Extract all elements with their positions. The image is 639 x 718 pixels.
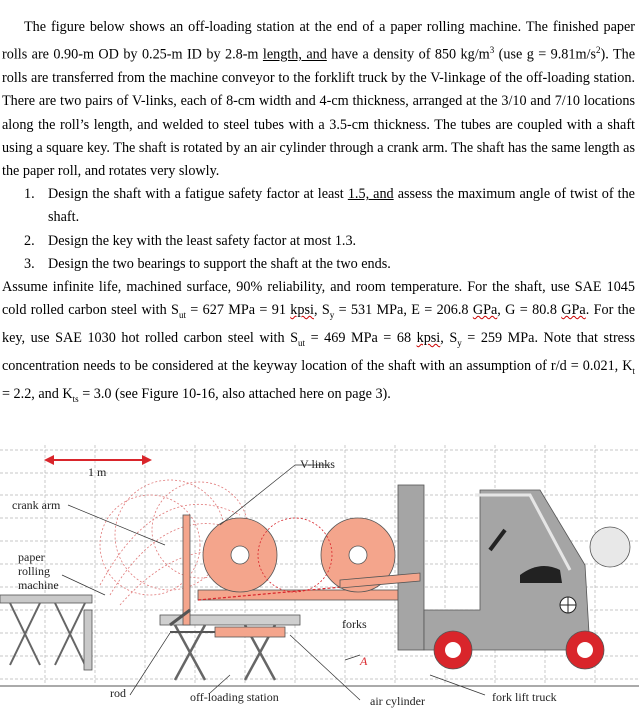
label-offloading-station: off-loading station [190, 690, 279, 704]
label-v-links: V-links [300, 457, 335, 471]
intro-paragraph: The figure below shows an off-loading station at the end of a paper rolling machine. The finished paper rolls are 0.90-m OD by 0.25-m ID by 2.8-m length, and have a density of 850 $kg/m^3$ (use $g = 9.81m/s^2$). The rolls are transferred from the machine conveyor to the forklift truck by the V-linkage of the off-loading station. There are two pairs of V-links, each of 8-cm width and 4-cm thickness, arranged at the 3/10 and 7/10 locations along the roll’s length, and welded to steel tubes with a 3.5-cm thickness. The tubes are coupled with a shaft using a square key. The shaft is rotated by an air cylinder through a crank arm. The shaft has the same length as the paper roll, and rotates very slowly. [2, 19, 635, 179]
label-air-cylinder: air cylinder [370, 694, 425, 708]
label-point-a: A [360, 654, 368, 668]
label-crank-arm: crank arm [12, 498, 61, 512]
air-cylinder-body [215, 627, 285, 637]
offloading-station-figure [0, 435, 639, 718]
label-rolling: rolling [18, 564, 50, 578]
truck-body [424, 490, 590, 650]
label-machine: machine [18, 578, 59, 592]
problem-statement [2, 16, 635, 411]
v-link-arm [183, 515, 190, 625]
label-fork-lift-truck: fork lift truck [492, 690, 557, 704]
scale-bar [44, 455, 152, 479]
paper-rolling-machine [0, 595, 92, 670]
mast [398, 485, 424, 650]
label-forks: forks [342, 617, 367, 631]
task-item: 2. Design the key with the least safety factor at most 1.3. [24, 232, 357, 249]
roll-core [349, 546, 367, 564]
label-rod: rod [110, 686, 126, 700]
label-paper: paper [18, 550, 45, 564]
task-item: 3. Design the two bearings to support the shaft at the two ends. [24, 255, 391, 272]
task-item: 1. Design the shaft with a fatigue safety factor at least 1.5, and assess the maximum angle of twist of the shaft. [24, 186, 635, 226]
counterweight [590, 527, 630, 567]
task-list [2, 183, 635, 276]
fork-lift-truck [340, 485, 630, 669]
paper-rolls [198, 518, 420, 600]
assumptions-paragraph: Assume infinite life, machined surface, 90% reliability, and room temperature. For the shaft, use SAE 1045 cold rolled carbon steel with $S_{ut} = 627$ MPa = 91 kpsi, $S_y = 531$ MPa, E = 206.8 GPa, G = 80.8 GPa. For the key, use SAE 1030 hot rolled carbon steel with $S_{ut} = 469$ MPa = 68 kpsi, $S_y = 259$ MPa. Note that stress concentration needs to be considered at the keyway location of the shaft with an assumption of r/d = 0.021, $K_t = 2.2$, and $K_{ts} = 3.0$ (see Figure 10-16, also attached here on page 3). [2, 278, 636, 405]
scale-label: 1 m [88, 465, 107, 479]
roll-core [231, 546, 249, 564]
